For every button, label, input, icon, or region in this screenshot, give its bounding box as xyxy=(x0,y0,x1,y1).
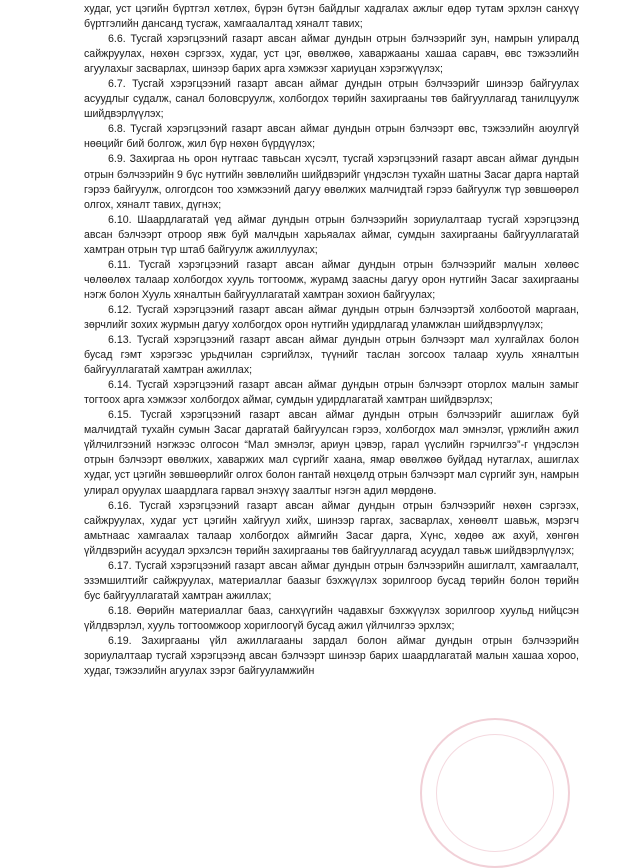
clause-6-6: 6.6. Тусгай хэрэгцээний газарт авсан аймаг дундын отрын бэлчээрийг зун, намрын улиралд сайжруулах, нөхөн сэргээх, худаг, уст цэг, өвөлжөө, хаваржааны хашаа саравч, өвс тэжээлийн агуулахыг засварлах, шинээр барих арга хэмжээг хариуцан хэрэгжүүлэх; xyxy=(84,33,579,76)
clause-6-7: 6.7. Тусгай хэрэгцээний газарт авсан аймаг дундын отрын бэлчээрийг шинээр байгуулах асуудлыг судалж, санал боловсруулж, холбогдох төрийн захиргааны төв байгууллагад танилцуулж шийдвэрлүүлэх; xyxy=(84,78,579,121)
clause-6-11: 6.11. Тусгай хэрэгцээний газарт авсан аймаг дундын отрын бэлчээрийг малын хөлөөс чөлөөлөх талаар холбогдох хууль тогтоомж, журамд заасны дагуу орон нутгийн Засаг захиргааны нэгж болон Хууль хяналтын байгууллагатай хамтран зохион байгуулах; xyxy=(84,258,579,301)
clause-6-12: 6.12. Тусгай хэрэгцээний газарт авсан аймаг дундын отрын бэлчээртэй холбоотой маргаан, зөрчлийг зохих журмын дагуу холбогдох орон нутгийн удирдлагад уламжлан шийдвэрлүүлэх; xyxy=(84,303,579,331)
paragraph-continuation: худаг, уст цэгийн бүртгэл хөтлөх, бүрэн бүтэн байдлыг хадгалах ажлыг өдөр тутам эрхлэн санхүү бүртгэлийн дансанд тусгаж, хамгаалалтад хяналт тавих; xyxy=(84,3,579,31)
clause-6-10: 6.10. Шаардлагатай үед аймаг дундын отрын бэлчээрийн зориулалтаар тусгай хэрэгцээнд авсан бэлчээрт отроор явж буй малчдын харьяалах аймаг, сумдын захиргааны байгууллагатай хамтран отрын түр штаб байгуулж ажиллуулах; xyxy=(84,213,579,256)
clause-6-16: 6.16. Тусгай хэрэгцээний газарт авсан аймаг дундын отрын бэлчээрийг нөхөн сэргээх, сайжруулах, худаг уст цэгийн хайгуул хийх, шинээр гаргах, засварлах, хөнөөлт шавьж, мэрэгч амьтнаас хамгаалах талаар холбогдох аймгийн Засаг дарга, Хүнс, хөдөө аж ахуй, хөнгөн үйлдвэрийн асуудал эрхэлсэн төрийн захиргааны төв байгууллагад асуудал тавьж шийдвэрлүүлэх; xyxy=(84,499,579,557)
clause-6-8: 6.8. Тусгай хэрэгцээний газарт авсан аймаг дундын отрын бэлчээрт өвс, тэжээлийн аюулгүй нөөцийг бий болгож, жил бүр нөхөн бүрдүүлэх; xyxy=(84,123,579,151)
clause-6-9: 6.9. Захиргаа нь орон нутгаас тавьсан хүсэлт, тусгай хэрэгцээний газарт авсан аймаг дундын отрын бэлчээрийн 9 бүс нутгийн зөвлөлийн шийдвэрийг үндэслэн тухайн шатны Засаг дарга нартай гэрээ байгуулж, олгогдсон тоо хэмжээний дагуу өвөлжих малчидтай гэрээ байгуулж түр зөвшөөрөл олгох, хяналт тавих, дүгнэх; xyxy=(84,153,579,211)
clause-6-19: 6.19. Захиргааны үйл ажиллагааны зардал болон аймаг дундын отрын бэлчээрийн зориулалтаар тусгай хэрэгцээнд авсан бэлчээрт шинээр барих шаардлагатай малын хашаа хороо, худаг, тэжээлийн агуулах зэрэг байгууламжийн xyxy=(84,634,579,678)
official-stamp-icon xyxy=(420,718,570,868)
clause-6-15: 6.15. Тусгай хэрэгцээний газарт авсан аймаг дундын отрын бэлчээрийг ашиглаж буй малчидтай тухайн сумын Засаг даргатай байгуулсан гэрээ, холбогдох мал эмнэлэг, үржлийн ажил үйлчилгээний нэгжээс олгосон “Мал эмнэлэг, ариун цэвэр, гарал үүслийн гэрчилгээ”-г үндэслэн отрын бэлчээрт өвөлжих, хаваржих мал сүргийг хаана, ямар өвөлжөө буйдад нутаглах, ашиглах худаг, уст цэгийн зөвшөөрлийг олгох болон гантай нөхцөлд отрын бэлчээрт мал сүргийг зун, намрын улирал оруулах шаардлага гарвал энэхүү заалтыг нэгэн адил мөрдөнө. xyxy=(84,409,579,497)
clause-6-17: 6.17. Тусгай хэрэгцээний газарт авсан аймаг дундын отрын бэлчээрийн ашиглалт, хамгаалалт, эзэмшилтийг сайжруулах, материаллаг баазыг бэхжүүлэх зорилгоор бусад төрийн болон төрийн бус байгууллагатай хамтран ажиллах; xyxy=(84,559,579,602)
clause-6-13: 6.13. Тусгай хэрэгцээний газарт авсан аймаг дундын отрын бэлчээрт мал хулгайлах болон бусад гэмт хэрэгээс урьдчилан сэргийлэх, түүнийг таслан зогсоох талаар хууль хяналтын байгууллагатай хамтран ажиллах; xyxy=(84,334,579,377)
clause-6-18: 6.18. Өөрийн материаллаг бааз, санхүүгийн чадавхыг бэхжүүлэх зорилгоор хуульд нийцсэн үйлдвэрлэл, хууль тогтоомжоор хориглоогүй бусад ажил үйлчилгээ эрхлэх; xyxy=(84,604,579,632)
clause-6-14: 6.14. Тусгай хэрэгцээний газарт авсан аймаг дундын отрын бэлчээрт оторлох малын замыг тогтоох арга хэмжээг холбогдох аймаг, сумдын удирдлагатай хамтран шийдвэрлэх; xyxy=(84,379,579,407)
